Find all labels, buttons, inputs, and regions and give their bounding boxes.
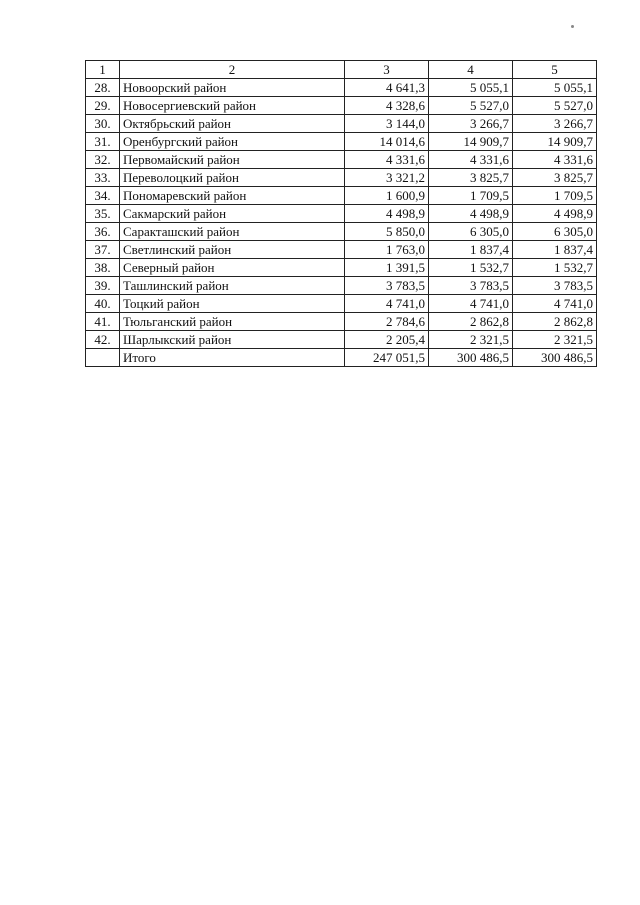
row-number: 34. — [86, 187, 120, 205]
row-number: 38. — [86, 259, 120, 277]
row-number: 39. — [86, 277, 120, 295]
value-col3: 3 321,2 — [345, 169, 429, 187]
header-cell-col3: 3 — [345, 61, 429, 79]
district-name: Оренбургский район — [120, 133, 345, 151]
value-col5: 1 532,7 — [513, 259, 597, 277]
value-col4: 5 527,0 — [429, 97, 513, 115]
table-row — [86, 151, 597, 169]
district-name: Новоорский район — [120, 79, 345, 97]
district-name: Октябрьский район — [120, 115, 345, 133]
value-col3: 1 391,5 — [345, 259, 429, 277]
value-col3: 1 600,9 — [345, 187, 429, 205]
value-col5: 6 305,0 — [513, 223, 597, 241]
value-col3: 4 498,9 — [345, 205, 429, 223]
district-name: Шарлыкский район — [120, 331, 345, 349]
value-col4: 1 837,4 — [429, 241, 513, 259]
total-col3: 247 051,5 — [345, 349, 429, 367]
table-row — [86, 97, 597, 115]
table-row — [86, 115, 597, 133]
value-col3: 2 205,4 — [345, 331, 429, 349]
value-col5: 5 055,1 — [513, 79, 597, 97]
value-col4: 4 741,0 — [429, 295, 513, 313]
total-row-number — [86, 349, 120, 367]
value-col5: 4 741,0 — [513, 295, 597, 313]
table-row — [86, 187, 597, 205]
district-name: Первомайский район — [120, 151, 345, 169]
value-col3: 4 741,0 — [345, 295, 429, 313]
value-col3: 14 014,6 — [345, 133, 429, 151]
row-number: 37. — [86, 241, 120, 259]
value-col5: 14 909,7 — [513, 133, 597, 151]
value-col4: 5 055,1 — [429, 79, 513, 97]
value-col5: 2 862,8 — [513, 313, 597, 331]
total-row — [86, 349, 597, 367]
value-col3: 2 784,6 — [345, 313, 429, 331]
value-col5: 2 321,5 — [513, 331, 597, 349]
value-col4: 3 266,7 — [429, 115, 513, 133]
district-name: Переволоцкий район — [120, 169, 345, 187]
district-name: Тоцкий район — [120, 295, 345, 313]
total-label: Итого — [120, 349, 345, 367]
district-name: Саракташский район — [120, 223, 345, 241]
row-number: 29. — [86, 97, 120, 115]
district-name: Северный район — [120, 259, 345, 277]
table-row — [86, 205, 597, 223]
row-number: 40. — [86, 295, 120, 313]
value-col3: 5 850,0 — [345, 223, 429, 241]
value-col5: 4 331,6 — [513, 151, 597, 169]
value-col4: 4 331,6 — [429, 151, 513, 169]
table-row — [86, 259, 597, 277]
row-number: 35. — [86, 205, 120, 223]
row-number: 31. — [86, 133, 120, 151]
row-number: 41. — [86, 313, 120, 331]
value-col3: 3 144,0 — [345, 115, 429, 133]
total-col5: 300 486,5 — [513, 349, 597, 367]
table-row — [86, 133, 597, 151]
value-col3: 3 783,5 — [345, 277, 429, 295]
district-funding-table — [85, 60, 597, 367]
table-row — [86, 241, 597, 259]
value-col5: 3 783,5 — [513, 277, 597, 295]
value-col4: 14 909,7 — [429, 133, 513, 151]
header-cell-col5: 5 — [513, 61, 597, 79]
district-name: Сакмарский район — [120, 205, 345, 223]
district-name: Тюльганский район — [120, 313, 345, 331]
value-col5: 3 266,7 — [513, 115, 597, 133]
table-row — [86, 79, 597, 97]
row-number: 30. — [86, 115, 120, 133]
scan-speck — [571, 25, 574, 28]
value-col4: 3 825,7 — [429, 169, 513, 187]
total-col4: 300 486,5 — [429, 349, 513, 367]
table-row — [86, 223, 597, 241]
value-col3: 1 763,0 — [345, 241, 429, 259]
district-name: Ташлинский район — [120, 277, 345, 295]
row-number: 33. — [86, 169, 120, 187]
table-row — [86, 331, 597, 349]
value-col4: 2 321,5 — [429, 331, 513, 349]
header-cell-col2: 2 — [120, 61, 345, 79]
value-col3: 4 328,6 — [345, 97, 429, 115]
table-row — [86, 169, 597, 187]
header-cell-col4: 4 — [429, 61, 513, 79]
value-col4: 3 783,5 — [429, 277, 513, 295]
header-cell-col1: 1 — [86, 61, 120, 79]
value-col4: 1 532,7 — [429, 259, 513, 277]
district-name: Новосергиевский район — [120, 97, 345, 115]
table-header-row — [86, 61, 597, 79]
value-col5: 4 498,9 — [513, 205, 597, 223]
value-col4: 2 862,8 — [429, 313, 513, 331]
row-number: 36. — [86, 223, 120, 241]
district-name: Светлинский район — [120, 241, 345, 259]
table-row — [86, 295, 597, 313]
row-number: 28. — [86, 79, 120, 97]
value-col5: 1 709,5 — [513, 187, 597, 205]
row-number: 32. — [86, 151, 120, 169]
value-col3: 4 331,6 — [345, 151, 429, 169]
value-col5: 5 527,0 — [513, 97, 597, 115]
value-col4: 6 305,0 — [429, 223, 513, 241]
value-col3: 4 641,3 — [345, 79, 429, 97]
value-col4: 4 498,9 — [429, 205, 513, 223]
table-row — [86, 313, 597, 331]
district-name: Пономаревский район — [120, 187, 345, 205]
value-col5: 1 837,4 — [513, 241, 597, 259]
row-number: 42. — [86, 331, 120, 349]
value-col4: 1 709,5 — [429, 187, 513, 205]
table-body — [86, 61, 597, 367]
value-col5: 3 825,7 — [513, 169, 597, 187]
table-row — [86, 277, 597, 295]
